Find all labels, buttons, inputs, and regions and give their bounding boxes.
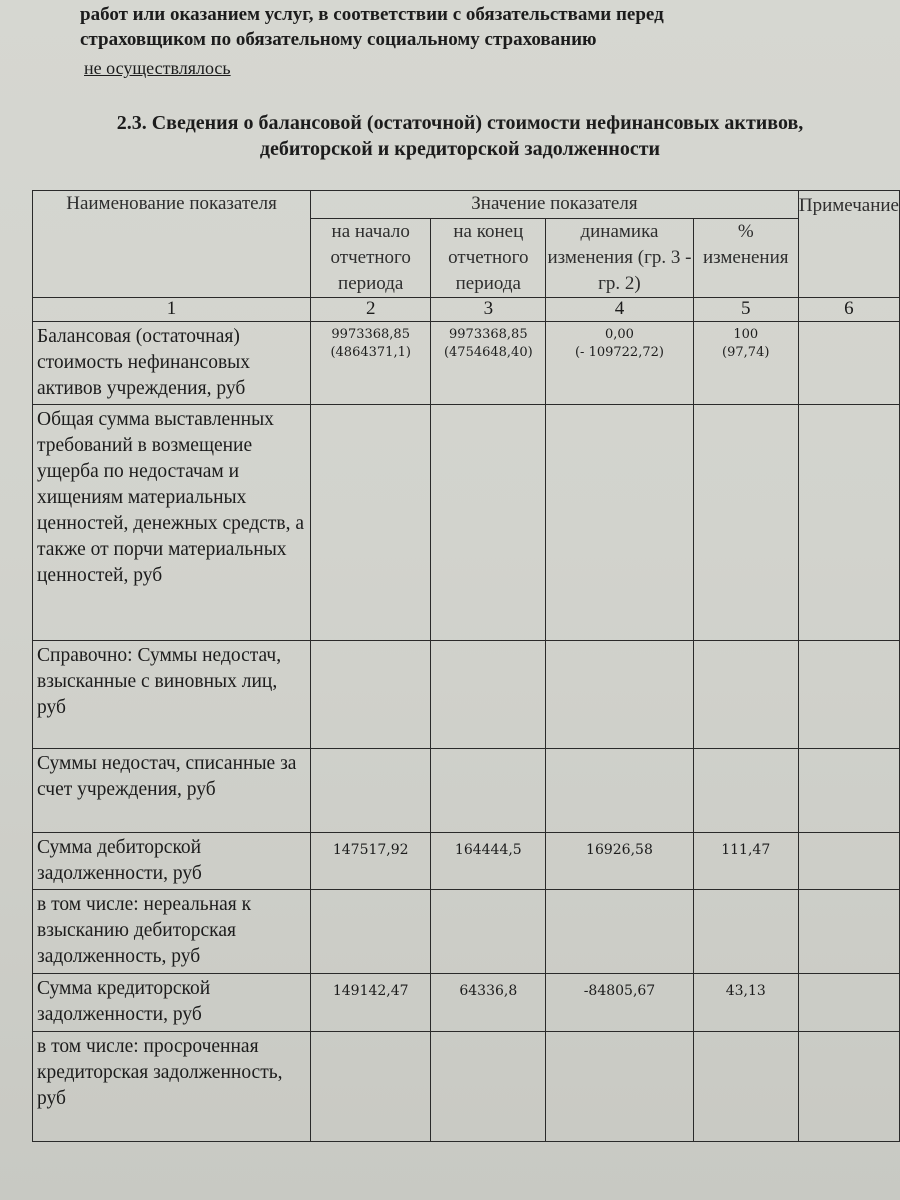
intro-text <box>80 2 880 52</box>
table-row <box>33 322 900 405</box>
column-number-2: 2 <box>311 298 431 322</box>
cell-end: 64336,8 <box>431 974 546 1032</box>
header-value-group: Значение показателя <box>311 191 799 219</box>
cell-note <box>798 974 899 1032</box>
cell-note <box>798 749 899 833</box>
assets-table <box>32 190 900 1142</box>
cell-start <box>311 749 431 833</box>
column-number-1: 1 <box>33 298 311 322</box>
cell-dynamics <box>546 405 693 641</box>
cell-end <box>431 890 546 974</box>
cell-percent <box>693 890 798 974</box>
cell-percent-value: 100 <box>733 327 759 342</box>
cell-dynamics <box>546 641 693 749</box>
cell-start: 147517,92 <box>311 833 431 890</box>
intro-line-2: страховщиком по обязательному социальному страхованию <box>80 29 597 50</box>
cell-start <box>311 1032 431 1142</box>
cell-end <box>431 1032 546 1142</box>
cell-note <box>798 322 899 405</box>
cell-dynamics <box>546 890 693 974</box>
cell-percent-sub: (97,74) <box>722 345 770 360</box>
cell-dynamics: 16926,58 <box>546 833 693 890</box>
header-dynamics: динамика изменения (гр. 3 - гр. 2) <box>546 219 693 298</box>
section-title-line-2: дебиторской и кредиторской задолженности <box>259 138 661 160</box>
cell-note <box>798 641 899 749</box>
cell-start <box>311 322 431 405</box>
cell-start <box>311 405 431 641</box>
cell-percent <box>693 749 798 833</box>
cell-note <box>798 890 899 974</box>
cell-dynamics: -84805,67 <box>546 974 693 1032</box>
cell-note <box>798 833 899 890</box>
cell-start: 149142,47 <box>311 974 431 1032</box>
section-title-line-1: 2.3. Сведения о балансовой (остаточной) стоимости нефинансовых активов, <box>116 112 804 134</box>
row-label: в том числе: просроченная кредиторская задолженность, руб <box>33 1032 311 1142</box>
row-label: Сумма дебиторской задолженности, руб <box>33 833 311 890</box>
cell-dynamics <box>546 1032 693 1142</box>
header-note: Примечание <box>798 191 899 298</box>
column-number-4: 4 <box>546 298 693 322</box>
table-row <box>33 974 900 1032</box>
table-row <box>33 833 900 890</box>
row-label: в том числе: нереальная к взысканию дебиторская задолженность, руб <box>33 890 311 974</box>
cell-start-value: 9973368,85 <box>331 327 410 342</box>
cell-percent: 43,13 <box>693 974 798 1032</box>
table-row <box>33 405 900 641</box>
cell-start <box>311 890 431 974</box>
row-label: Общая сумма выставленных требований в возмещение ущерба по недостачам и хищениям материальных ценностей, денежных средств, а также от порчи материальных ценностей, руб <box>33 405 311 641</box>
cell-end <box>431 749 546 833</box>
cell-end: 164444,5 <box>431 833 546 890</box>
cell-percent <box>693 641 798 749</box>
cell-dynamics-value: 0,00 <box>604 327 634 342</box>
cell-percent: 111,47 <box>693 833 798 890</box>
header-end: на конец отчетного периода <box>431 219 546 298</box>
cell-end <box>431 322 546 405</box>
cell-end <box>431 405 546 641</box>
cell-start-sub: (4864371,1) <box>330 345 411 360</box>
column-number-5: 5 <box>693 298 798 322</box>
cell-end-value: 9973368,85 <box>449 327 528 342</box>
cell-note <box>798 1032 899 1142</box>
row-label: Сумма кредиторской задолженности, руб <box>33 974 311 1032</box>
cell-note <box>798 405 899 641</box>
cell-end-sub: (4754648,40) <box>443 345 533 360</box>
cell-percent <box>693 322 798 405</box>
cell-percent <box>693 1032 798 1142</box>
table-row <box>33 890 900 974</box>
row-label: Справочно: Суммы недостач, взысканные с виновных лиц, руб <box>33 641 311 749</box>
cell-dynamics-sub: (- 109722,72) <box>574 345 664 360</box>
cell-dynamics <box>546 749 693 833</box>
header-percent: % изменения <box>693 219 798 298</box>
column-number-6: 6 <box>798 298 899 322</box>
column-number-3: 3 <box>431 298 546 322</box>
table-row <box>33 749 900 833</box>
cell-percent <box>693 405 798 641</box>
header-start: на начало отчетного периода <box>311 219 431 298</box>
cell-dynamics <box>546 322 693 405</box>
table-row <box>33 641 900 749</box>
status-text: не осуществлялось <box>84 58 231 78</box>
header-name: Наименование показателя <box>33 191 311 298</box>
cell-end <box>431 641 546 749</box>
intro-line-1: работ или оказанием услуг, в соответствии с обязательствами перед <box>80 4 664 25</box>
table-row <box>33 1032 900 1142</box>
row-label: Суммы недостач, списанные за счет учреждения, руб <box>33 749 311 833</box>
cell-start <box>311 641 431 749</box>
row-label: Балансовая (остаточная) стоимость нефинансовых активов учреждения, руб <box>33 322 311 405</box>
section-title <box>60 110 860 162</box>
